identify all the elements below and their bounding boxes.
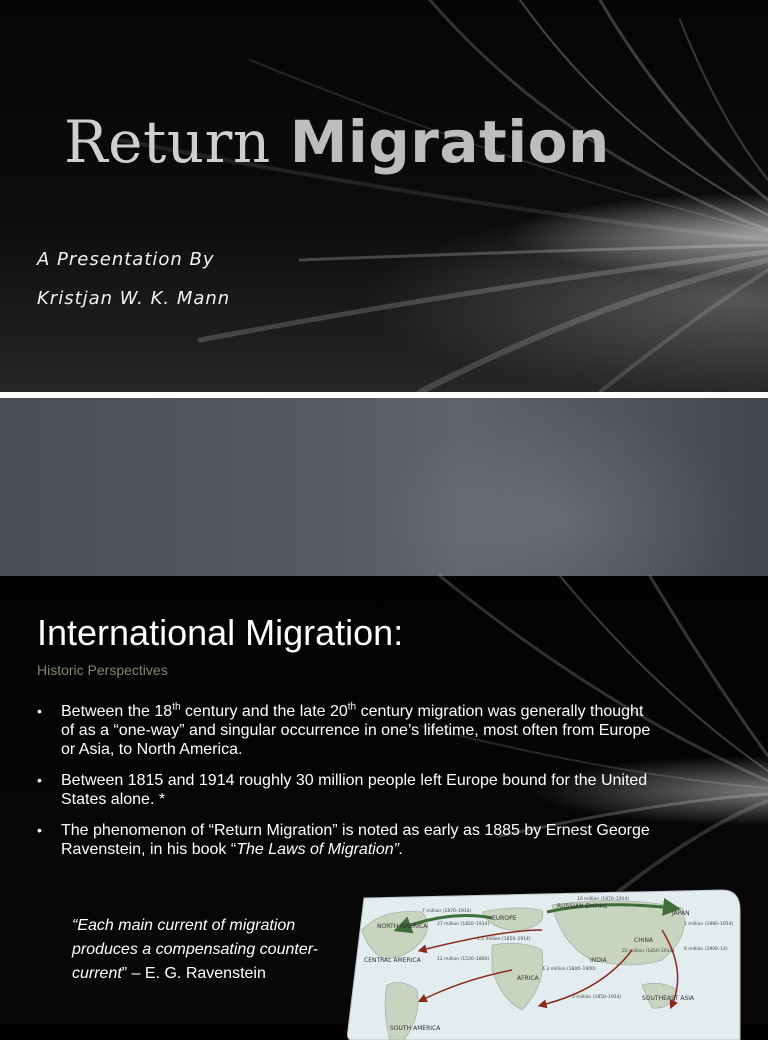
superscript: th (172, 701, 181, 713)
presenter-intro: A Presentation By (37, 249, 215, 270)
map-label: JAPAN (672, 910, 690, 917)
map-label: INDIA (590, 957, 607, 964)
map-label: RUSSIAN EMPIRE (557, 903, 608, 910)
bullet-item (37, 771, 657, 809)
map-value: 22 million (1850–1914) (622, 949, 675, 954)
slide-heading: International Migration: (37, 612, 404, 653)
bullet-text: The phenomenon of “Return Migration” is noted as early as 1885 by Ernest George Ravenstein, in his book “ (61, 822, 650, 858)
bullet-item (37, 702, 657, 759)
map-value: 8 million (1900–14) (684, 947, 728, 952)
map-value: 1 million (1880–1914) (684, 922, 734, 927)
ravenstein-quote (72, 914, 332, 986)
book-title: The Laws of Migration”. (236, 841, 404, 858)
bullet-text: century migration was generally thought of as a “one-way” and singular occurrence in one’s lifetime, most often from Europe or Asia, to North America. (61, 703, 651, 758)
map-value: 3 million (1850–1914) (572, 995, 622, 1000)
slide-subheading: Historic Perspectives (37, 662, 168, 678)
bullet-marker: • (37, 703, 42, 719)
map-value: 10 million (1870–1914) (577, 897, 630, 902)
bullet-text: Between 1815 and 1914 roughly 30 million people left Europe bound for the United States alone. * (61, 772, 648, 808)
bullet-marker: • (37, 822, 42, 838)
map-value: 4.3 million (1800–1900) (542, 967, 596, 972)
map-label: CHINA (634, 937, 654, 944)
content-slide (0, 576, 768, 1032)
map-value: 27 million (1820–1914) (437, 922, 490, 927)
blank-slide (0, 398, 768, 576)
map-label: CENTRAL AMERICA (364, 957, 421, 964)
quote-text: “Each main current of migration produces a compensating counter-current (72, 917, 319, 982)
map-label: SOUTH AMERICA (390, 1025, 441, 1032)
migration-map-image (342, 890, 742, 1040)
bullet-text: century and the late 20 (180, 703, 348, 720)
title-word-migration: Migration (289, 108, 610, 176)
map-label: EUROPE (492, 915, 517, 922)
bullet-item (37, 821, 657, 859)
title-word-return: Return (64, 108, 271, 176)
quote-attribution: ” – E. G. Ravenstein (121, 965, 266, 982)
bullet-list (37, 702, 657, 871)
presenter-name: Kristjan W. K. Mann (37, 288, 231, 309)
presentation-title (64, 108, 610, 176)
map-value: 7 million (1870–1914) (422, 909, 472, 914)
map-label: AFRICA (517, 975, 539, 982)
superscript: th (347, 701, 357, 713)
title-slide (0, 0, 768, 392)
map-value: 12 million (1530–1860) (437, 957, 490, 962)
map-value: 1.5 million (1850–1914) (477, 937, 531, 942)
light-streaks-background (0, 0, 768, 392)
bullet-text: Between the 18 (61, 703, 173, 720)
map-label: SOUTHEAST ASIA (642, 995, 695, 1002)
bullet-marker: • (37, 772, 42, 788)
map-label: NORTH AMERICA (377, 923, 428, 930)
